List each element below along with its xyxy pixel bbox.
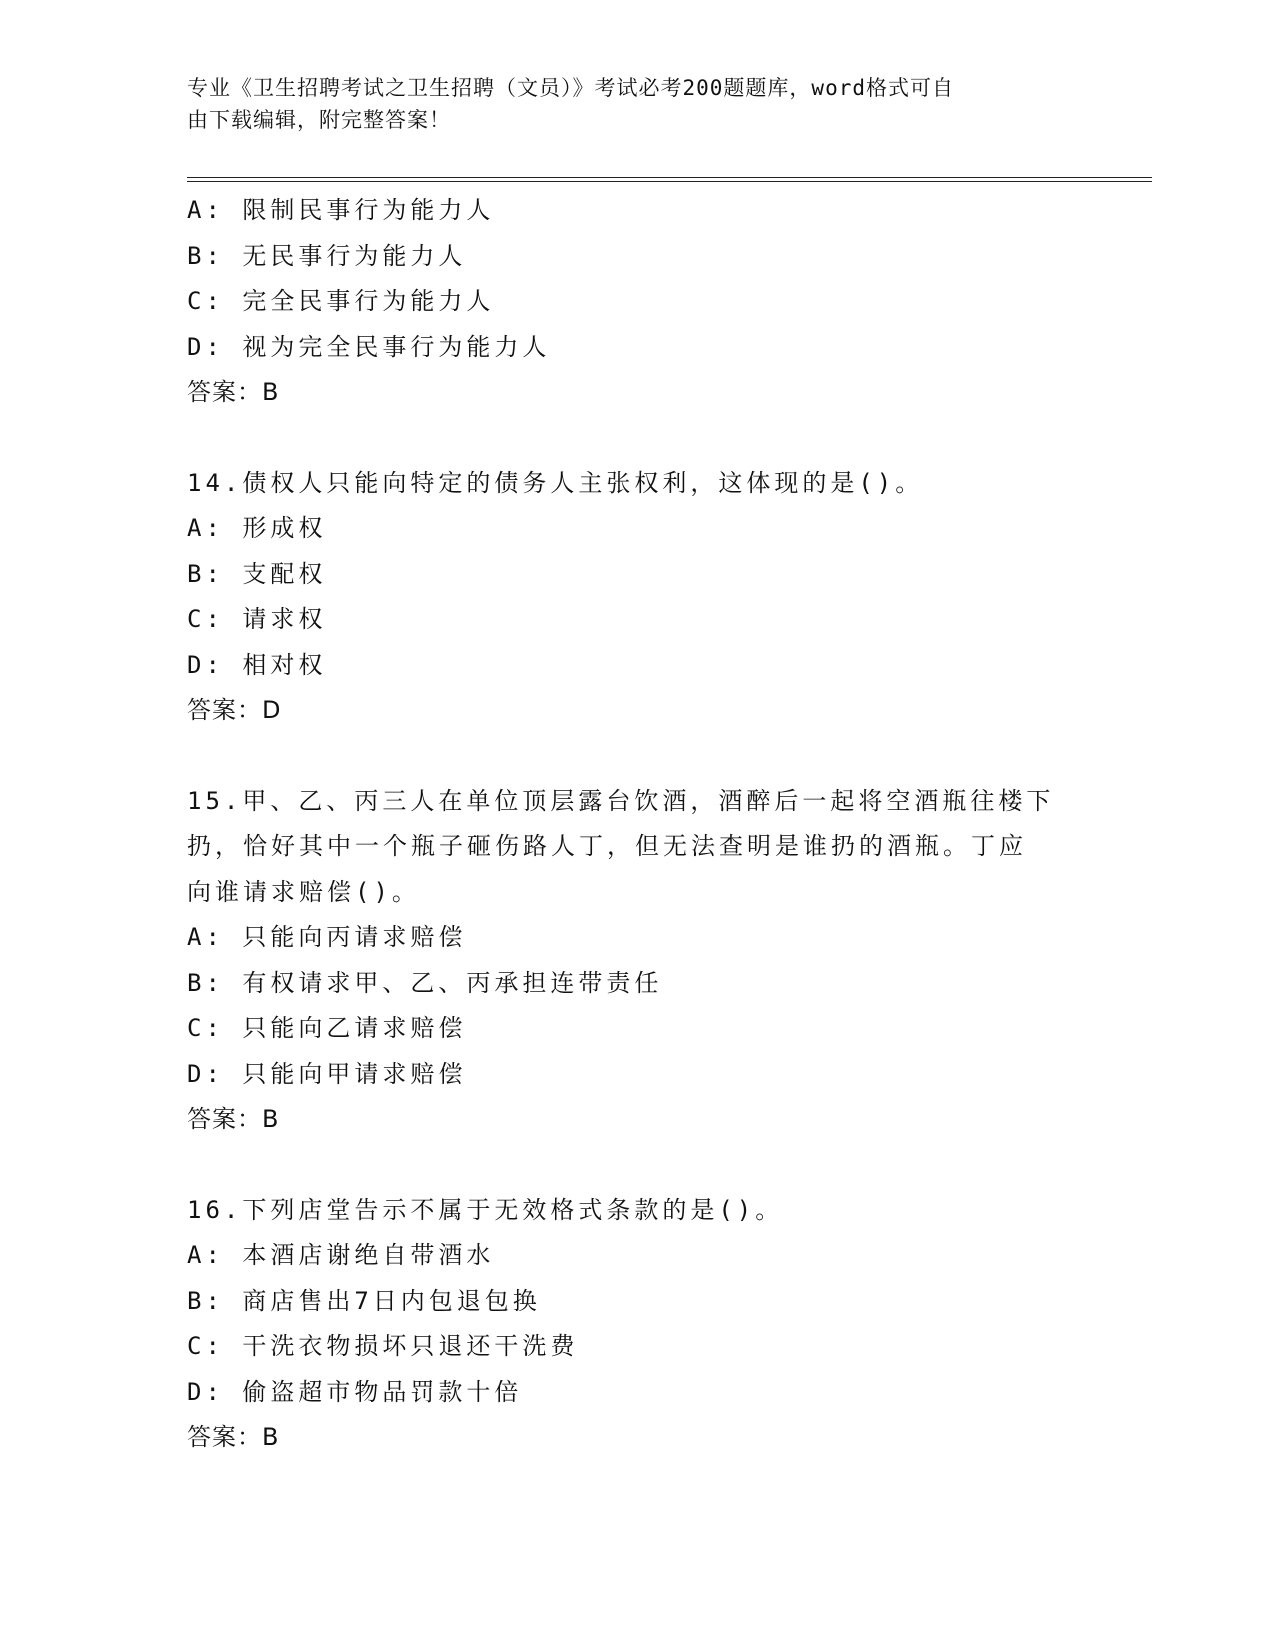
question-15-block <box>187 779 1087 1143</box>
option-c: C: 请求权 <box>187 605 327 633</box>
option-b: B: 有权请求甲、乙、丙承担连带责任 <box>187 968 663 997</box>
option-b: B: 支配权 <box>187 559 327 588</box>
answer-line: 答案：B <box>187 1105 280 1133</box>
question-list <box>187 188 1087 1461</box>
question-text-line-3: 向谁请求赔偿()。 <box>187 877 420 906</box>
option-d: D: 只能向甲请求赔偿 <box>187 1059 467 1088</box>
option-d: D: 视为完全民事行为能力人 <box>187 332 551 361</box>
spacer <box>187 734 1087 779</box>
question-text: 16.下列店堂告示不属于无效格式条款的是()。 <box>187 1195 784 1224</box>
answer-line: 答案：B <box>187 378 280 406</box>
header-line-2: 由下载编辑，附完整答案！ <box>187 108 451 132</box>
option-d: D: 偷盗超市物品罚款十倍 <box>187 1377 523 1406</box>
option-c: C: 只能向乙请求赔偿 <box>187 1014 467 1042</box>
answer-line: 答案：D <box>187 696 282 724</box>
question-14-block <box>187 461 1087 734</box>
option-c: C: 干洗衣物损坏只退还干洗费 <box>187 1332 579 1360</box>
question-16-block <box>187 1188 1087 1461</box>
option-b: B: 商店售出7日内包退包换 <box>187 1286 541 1315</box>
double-rule-divider <box>187 177 1152 182</box>
option-d: D: 相对权 <box>187 650 327 679</box>
option-a: A: 本酒店谢绝自带酒水 <box>187 1241 495 1269</box>
question-text: 14.债权人只能向特定的债务人主张权利，这体现的是()。 <box>187 468 924 497</box>
header-line-1: 专业《卫生招聘考试之卫生招聘（文员）》考试必考200题题库，word格式可自 <box>187 76 954 100</box>
question-text-line-2: 扔，恰好其中一个瓶子砸伤路人丁，但无法查明是谁扔的酒瓶。丁应 <box>187 832 1027 860</box>
option-a: A: 形成权 <box>187 514 327 542</box>
option-c: C: 完全民事行为能力人 <box>187 287 495 315</box>
option-a: A: 只能向丙请求赔偿 <box>187 923 467 951</box>
option-b: B: 无民事行为能力人 <box>187 241 467 270</box>
option-a: A: 限制民事行为能力人 <box>187 196 495 224</box>
spacer <box>187 416 1087 461</box>
question-13-block <box>187 188 1087 416</box>
answer-line: 答案：B <box>187 1423 280 1451</box>
question-text-line-1: 15.甲、乙、丙三人在单位顶层露台饮酒，酒醉后一起将空酒瓶往楼下 <box>187 786 1055 815</box>
document-header <box>187 72 1067 136</box>
spacer <box>187 1143 1087 1188</box>
